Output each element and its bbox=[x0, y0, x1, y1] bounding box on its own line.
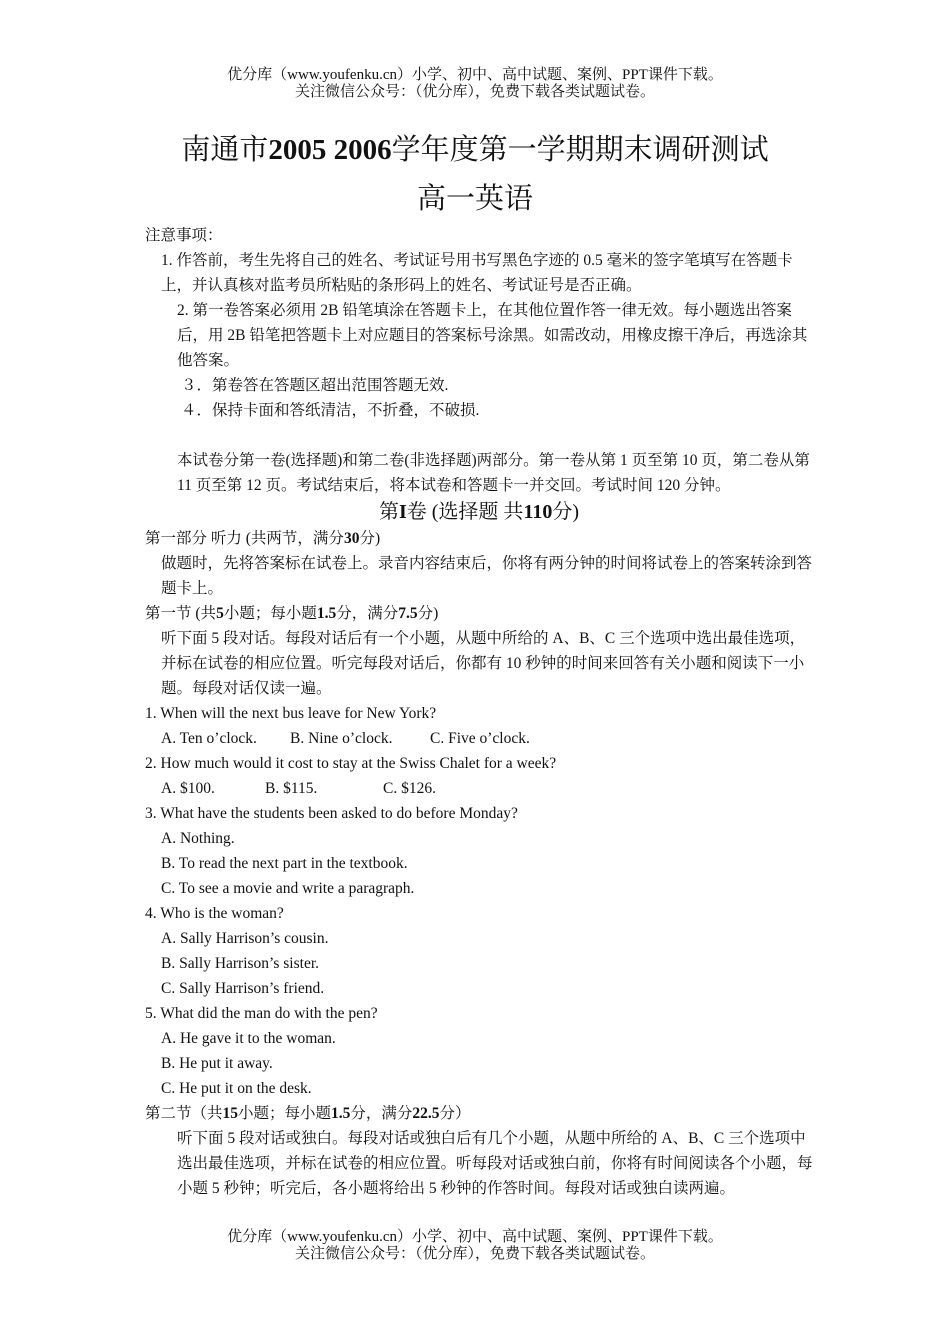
page-footer bbox=[0, 1229, 950, 1263]
volume-title bbox=[145, 498, 813, 526]
exam-subject: 高一英语 bbox=[416, 183, 533, 215]
volume-title-a: 第 bbox=[378, 501, 399, 523]
question-2: 2. How much would it cost to stay at the Swiss Chalet for a week? bbox=[145, 755, 557, 772]
option-a: A. Sally Harrison’s cousin. bbox=[161, 930, 329, 947]
section1-d: 小题；每小题 bbox=[223, 605, 317, 622]
section1-h: 分) bbox=[417, 605, 439, 622]
note-2: 2. 第一卷答案必须用 2B 铅笔填涂在答题卡上，在其他位置作答一律无效。每小题选出答案后，用 2B 铅笔把答题卡上对应题目的答案标号涂黑。如需改动，用橡皮擦干净后，再选涂其他答案。 bbox=[177, 302, 808, 369]
section2-c: 小题；每小题 bbox=[238, 1105, 332, 1122]
page-header bbox=[0, 67, 950, 101]
header-line-2: 关注微信公众号：（优分库），免费下载各类试题试卷。 bbox=[294, 84, 655, 100]
section1-e: 1.5 bbox=[316, 605, 337, 622]
part1-heading-d: 分) bbox=[359, 530, 381, 547]
option-b: B. Nine o’clock. bbox=[290, 730, 393, 747]
section2-heading bbox=[145, 1101, 813, 1126]
section2-d: 1.5 bbox=[331, 1105, 351, 1122]
section1-instructions: 听下面 5 段对话。每段对话后有一个小题，从题中所给的 A、B、C 三个选项中选出最佳选项，并标在试卷的相应位置。听完每段对话后，你都有 10 秒钟的时间来回答有关小题和阅读下一小题。每段对话仅读一遍。 bbox=[161, 630, 806, 697]
footer-line-2: 关注微信公众号：（优分库），免费下载各类试题试卷。 bbox=[294, 1246, 655, 1262]
section1-f: 分，满分 bbox=[336, 605, 399, 622]
volume-title-b: I bbox=[398, 501, 407, 523]
section1-g: 7.5 bbox=[398, 605, 418, 622]
section1-heading bbox=[145, 601, 813, 626]
volume-title-d: 选择题 共 bbox=[438, 501, 524, 523]
option-b: B. To read the next part in the textbook. bbox=[161, 855, 408, 872]
note-4: ４．保持卡面和答纸清洁，不折叠，不破损. bbox=[181, 402, 480, 419]
part1-heading bbox=[145, 526, 813, 551]
section2-b: 15 bbox=[222, 1105, 239, 1122]
part1-heading-a: 第一部分 听力 ( bbox=[145, 530, 251, 547]
question-1-options bbox=[145, 726, 813, 751]
spacer bbox=[145, 423, 813, 448]
title-part-a: 南通市 bbox=[181, 134, 269, 166]
option-c: C. Sally Harrison’s friend. bbox=[161, 980, 325, 997]
option-b: B. $115. bbox=[265, 780, 318, 797]
question-2-options bbox=[145, 776, 813, 801]
question-4: 4. Who is the woman? bbox=[145, 905, 284, 922]
option-a: A. Nothing. bbox=[161, 830, 235, 847]
option-c: C. $126. bbox=[383, 780, 436, 797]
note-3: ３．第卷答在答题区超出范围答题无效. bbox=[181, 377, 449, 394]
section1-b: 共 bbox=[200, 605, 217, 622]
part1-instructions: 做题时，先将答案标在试卷上。录音内容结束后，你将有两分钟的时间将试卷上的答案转涂到答题卡上。 bbox=[161, 555, 813, 597]
section2-g: 分） bbox=[439, 1105, 471, 1122]
section2-a: 第二节（共 bbox=[145, 1105, 223, 1122]
option-a: A. Ten o’clock. bbox=[161, 730, 257, 747]
question-1: 1. When will the next bus leave for New York? bbox=[145, 705, 437, 722]
volume-title-e: 110 bbox=[523, 501, 553, 523]
option-b: B. Sally Harrison’s sister. bbox=[161, 955, 320, 972]
option-c: C. To see a movie and write a paragraph. bbox=[161, 880, 415, 897]
header-line-1: 优分库（www.youfenku.cn）小学、初中、高中试题、案例、PPT课件下载。 bbox=[227, 67, 723, 83]
option-b: B. He put it away. bbox=[161, 1055, 273, 1072]
option-a: A. $100. bbox=[161, 780, 215, 797]
section1-a: 第一节 ( bbox=[145, 605, 201, 622]
exam-content bbox=[145, 223, 813, 1201]
section1-c: 5 bbox=[216, 605, 224, 622]
section2-instructions: 听下面 5 段对话或独白。每段对话或独白后有几个小题，从题中所给的 A、B、C 三个选项中选出最佳选项，并标在试卷的相应位置。听每段对话或独白前，你将有时间阅读各个小题，每小题 5 秒钟；听完后，各小题将给出 5 秒钟的作答时间。每段对话或独白读两遍。 bbox=[177, 1130, 813, 1197]
title-part-c: 学年度第一学期期末调研测试 bbox=[391, 134, 769, 166]
option-a: A. He gave it to the woman. bbox=[161, 1030, 336, 1047]
question-3: 3. What have the students been asked to do before Monday? bbox=[145, 805, 518, 822]
exam-intro: 本试卷分第一卷(选择题)和第二卷(非选择题)两部分。第一卷从第 1 页至第 10 页，第二卷从第 11 页至第 12 页。考试结束后，将本试卷和答题卡一并交回。考试时间 120 分钟。 bbox=[177, 452, 810, 494]
part1-heading-b: 共两节，满分 bbox=[250, 530, 344, 547]
footer-line-1: 优分库（www.youfenku.cn）小学、初中、高中试题、案例、PPT课件下载。 bbox=[227, 1229, 723, 1245]
option-c: C. Five o’clock. bbox=[430, 730, 530, 747]
option-c: C. He put it on the desk. bbox=[161, 1080, 312, 1097]
question-5: 5. What did the man do with the pen? bbox=[145, 1005, 378, 1022]
notes-heading: 注意事项： bbox=[145, 227, 223, 244]
section2-e: 分，满分 bbox=[350, 1105, 413, 1122]
exam-title bbox=[0, 132, 950, 168]
section2-f: 22.5 bbox=[412, 1105, 440, 1122]
part1-heading-c: 30 bbox=[343, 530, 360, 547]
title-years: 2005 2006 bbox=[268, 134, 392, 166]
note-1: 1. 作答前，考生先将自己的姓名、考试证号用书写黑色字迹的 0.5 毫米的签字笔填写在答题卡上，并认真核对监考员所粘贴的条形码上的姓名、考试证号是否正确。 bbox=[161, 252, 793, 294]
volume-title-c: 卷 ( bbox=[406, 501, 439, 523]
volume-title-f: 分) bbox=[552, 501, 580, 523]
